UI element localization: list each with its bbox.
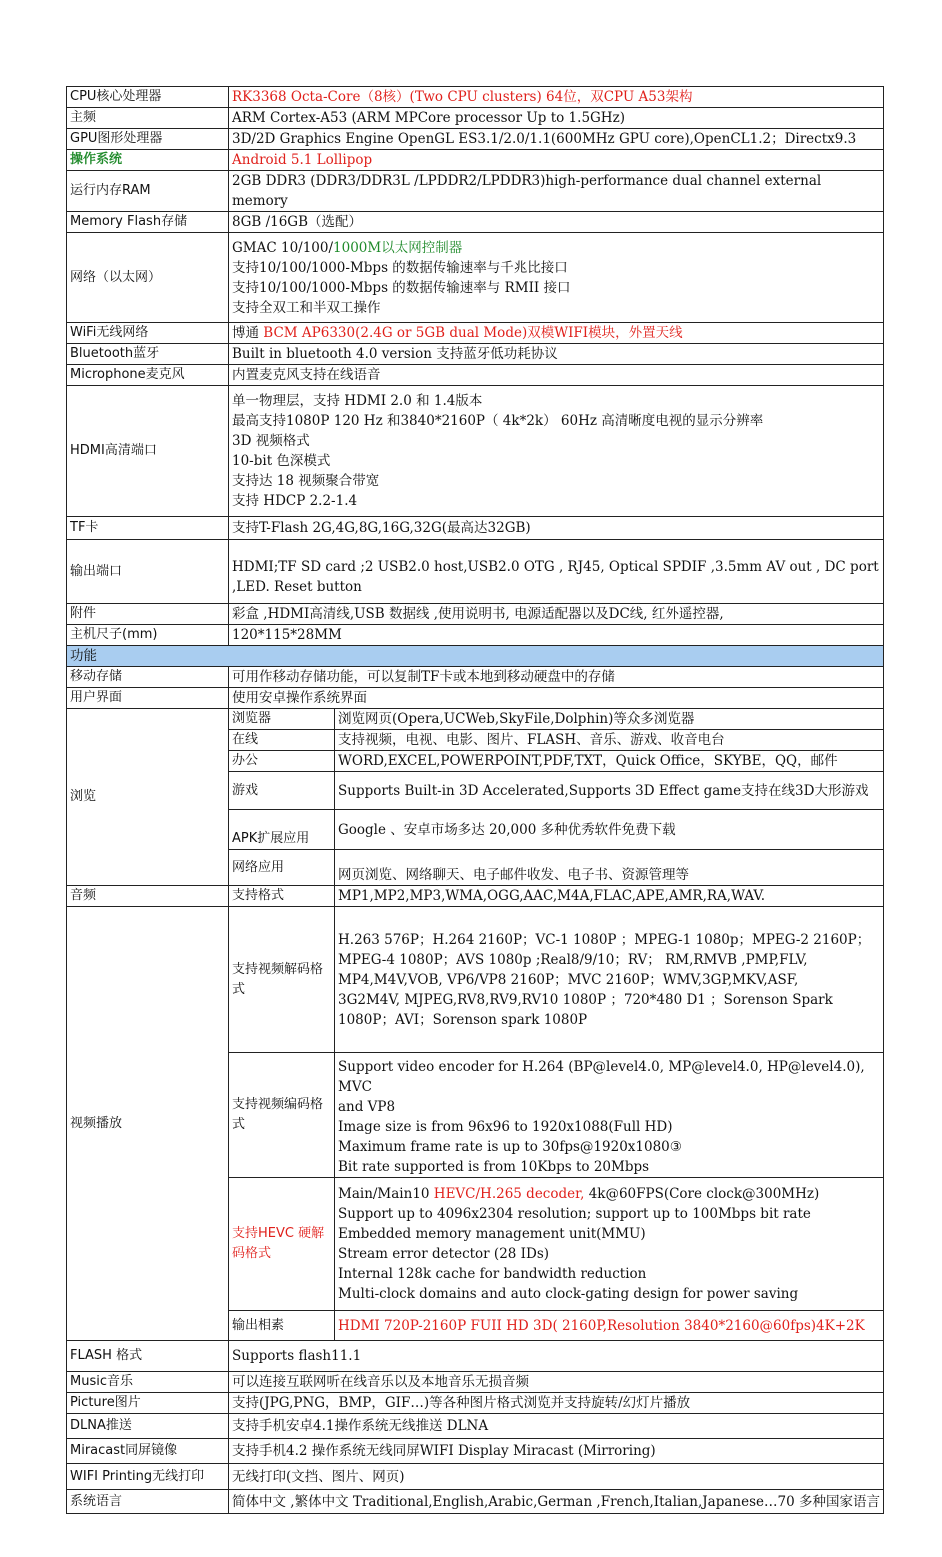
label-freq: 主频 — [67, 108, 229, 129]
label-network: 网络（以太网） — [67, 233, 229, 323]
network-line2: 支持10/100/1000-Mbps 的数据传输速率与千兆比接口 — [232, 259, 568, 276]
hevc-line: Multi-clock domains and auto clock-gating design for power saving — [338, 1286, 799, 1302]
hevc-line1a: Main/Main10 — [338, 1186, 434, 1202]
value-flash: 8GB /16GB（选配） — [229, 212, 884, 233]
label-gpu: GPU图形处理器 — [67, 129, 229, 150]
hdmi-line: 单一物理层，支持 HDMI 2.0 和 1.4版本 — [232, 393, 483, 409]
hevc-line: Stream error detector (28 IDs) — [338, 1246, 550, 1262]
row-accessory — [67, 604, 884, 625]
network-line3: 支持10/100/1000-Mbps 的数据传输速率与 RMII 接口 — [232, 279, 571, 296]
sub-online: 在线 — [229, 730, 335, 751]
row-picture — [67, 1393, 884, 1414]
label-os: 操作系统 — [67, 150, 229, 171]
encode-line: Image size is from 96x96 to 1920x1088(Full HD) — [338, 1119, 673, 1135]
decode-line: MPEG-4 1080P；AVS 1080p ;Real8/9/10；RV； RM,RMVB ,PMP,FLV, — [338, 951, 808, 968]
row-ui — [67, 688, 884, 709]
value-browser: 浏览网页(Opera,UCWeb,SkyFile,Dolphin)等众多浏览器 — [335, 709, 884, 730]
wifi-module: BCM AP6330(2.4G or 5GB dual Mode)双模WIFI模块，外置天线 — [263, 325, 683, 341]
hdmi-line: 支持 HDCP 2.2-1.4 — [232, 493, 358, 509]
sub-net: 网络应用 — [229, 850, 335, 886]
row-dlna — [67, 1414, 884, 1439]
hdmi-line: 最高支持1080P 120 Hz 和3840*2160P（ 4k*2k） 60Hz 高清晰度电视的显示分辨率 — [232, 413, 764, 429]
value-output — [229, 540, 884, 604]
row-output — [67, 540, 884, 604]
sub-video-output: 输出相素 — [229, 1311, 335, 1341]
encode-line: and VP8 — [338, 1099, 396, 1115]
value-office: WORD,EXCEL,POWERPOINT,PDF,TXT，Quick Office，SKYBE，QQ，邮件 — [335, 751, 884, 772]
value-size: 120*115*28MM — [229, 625, 884, 646]
label-size: 主机尺子(mm) — [67, 625, 229, 646]
value-ui: 使用安卓操作系统界面 — [229, 688, 884, 709]
decode-line: 3G2M4V, MJPEG,RV8,RV9,RV10 1080P ；720*480 D1 ；Sorenson Spark — [338, 991, 833, 1008]
value-picture: 支持(JPG,PNG，BMP，GIF…)等各种图片格式浏览并支持旋转/幻灯片播放 — [229, 1393, 884, 1414]
row-browse-browser — [67, 709, 884, 730]
sub-office: 办公 — [229, 751, 335, 772]
sub-encode: 支持视频编码格式 — [229, 1053, 335, 1178]
section-header — [67, 646, 884, 667]
decode-line: H.263 576P；H.264 2160P；VC-1 1080P ；MPEG-1 1080p；MPEG-2 2160P； — [338, 931, 871, 948]
row-cpu — [67, 87, 884, 108]
row-flash — [67, 212, 884, 233]
value-bt: Built in bluetooth 4.0 version 支持蓝牙低功耗协议 — [229, 344, 884, 365]
sub-decode: 支持视频解码格式 — [229, 907, 335, 1053]
value-storage: 可用作移动存储功能，可以复制TF卡或本地到移动硬盘中的存储 — [229, 667, 884, 688]
hevc-line: Support up to 4096x2304 resolution; support up to 100Mbps bit rate — [338, 1206, 811, 1222]
row-printing — [67, 1464, 884, 1490]
sub-apk: APK扩展应用 — [229, 810, 335, 850]
row-freq — [67, 108, 884, 129]
row-size — [67, 625, 884, 646]
value-freq: ARM Cortex-A53 (ARM MPCore processor Up to 1.5GHz) — [229, 108, 884, 129]
wifi-vendor: 博通 — [232, 325, 264, 341]
decode-line: 1080P；AVI；Sorenson spark 1080P — [338, 1011, 588, 1028]
hdmi-line: 3D 视频格式 — [232, 433, 310, 449]
row-music — [67, 1372, 884, 1393]
label-bt: Bluetooth蓝牙 — [67, 344, 229, 365]
value-os: Android 5.1 Lollipop — [229, 150, 884, 171]
label-picture: Picture图片 — [67, 1393, 229, 1414]
value-encode — [335, 1053, 884, 1178]
label-browse: 浏览 — [67, 709, 229, 886]
hevc-line1c: 4k@60FPS(Core clock@300MHz) — [588, 1186, 820, 1202]
encode-line: Support video encoder for H.264 (BP@level4.0, MP@level4.0, HP@level4.0), MVC — [338, 1059, 865, 1095]
row-hdmi — [67, 386, 884, 517]
label-cpu: CPU核心处理器 — [67, 87, 229, 108]
label-hdmi: HDMI高清端口 — [67, 386, 229, 517]
label-dlna: DLNA推送 — [67, 1414, 229, 1439]
value-gpu: 3D/2D Graphics Engine OpenGL ES3.1/2.0/1.1(600MHz GPU core),OpenCL1.2；Directx9.3 — [229, 129, 884, 150]
sub-hevc: 支持HEVC 硬解码格式 — [229, 1178, 335, 1311]
value-net: 网页浏览、网络聊天、电子邮件收发、电子书、资源管理等 — [335, 850, 884, 886]
hevc-line: Internal 128k cache for bandwidth reduction — [338, 1266, 647, 1282]
value-tf: 支持T-Flash 2G,4G,8G,16G,32G(最高达32GB) — [229, 517, 884, 540]
label-accessory: 附件 — [67, 604, 229, 625]
label-video: 视频播放 — [67, 907, 229, 1341]
encode-line: Maximum frame rate is up to 30fps@1920x1080③ — [338, 1139, 682, 1155]
value-language: 简体中文 ,繁体中文 Traditional,English,Arabic,German ,French,Italian,Japanese…70 多种国家语言 — [229, 1490, 884, 1514]
spec-table — [66, 86, 884, 1514]
network-line1b: 1000M以太网控制器 — [333, 239, 463, 256]
hdmi-line: 10-bit 色深模式 — [232, 453, 331, 469]
label-storage: 移动存储 — [67, 667, 229, 688]
row-tf — [67, 517, 884, 540]
row-audio — [67, 886, 884, 907]
value-online: 支持视频，电视、电影、图片、FLASH、音乐、游戏、收音电台 — [335, 730, 884, 751]
label-music: Music音乐 — [67, 1372, 229, 1393]
row-network — [67, 233, 884, 323]
row-video-decode — [67, 907, 884, 1053]
row-gpu — [67, 129, 884, 150]
decode-line: MP4,M4V,VOB, VP6/VP8 2160P；MVC 2160P；WMV,3GP,MKV,ASF, — [338, 971, 799, 988]
value-mic: 内置麦克风支持在线语音 — [229, 365, 884, 386]
row-storage — [67, 667, 884, 688]
value-audio: MP1,MP2,MP3,WMA,OGG,AAC,M4A,FLAC,APE,AMR,RA,WAV. — [335, 886, 884, 907]
value-music: 可以连接互联网听在线音乐以及本地音乐无损音频 — [229, 1372, 884, 1393]
value-decode — [335, 907, 884, 1053]
label-miracast: Miracast同屏镜像 — [67, 1439, 229, 1464]
label-flash: Memory Flash存储 — [67, 212, 229, 233]
value-dlna: 支持手机安卓4.1操作系统无线推送 DLNA — [229, 1414, 884, 1439]
label-tf: TF卡 — [67, 517, 229, 540]
label-wifi: WiFi无线网络 — [67, 323, 229, 344]
output-line2: ,LED. Reset button — [232, 578, 362, 595]
sub-browser: 浏览器 — [229, 709, 335, 730]
row-language — [67, 1490, 884, 1514]
label-printing: WIFI Printing无线打印 — [67, 1464, 229, 1490]
value-accessory: 彩盒 ,HDMI高清线,USB 数据线 ,使用说明书, 电源适配器以及DC线, 红外遥控器, — [229, 604, 884, 625]
value-flash-format: Supports flash11.1 — [229, 1341, 884, 1372]
encode-line: Bit rate supported is from 10Kbps to 20Mbps — [338, 1159, 650, 1175]
value-video-output: HDMI 720P-2160P FUII HD 3D( 2160P,Resolution 3840*2160@60fps)4K+2K — [335, 1311, 884, 1341]
hdmi-line: 支持达 18 视频聚合带宽 — [232, 473, 380, 489]
row-ram — [67, 171, 884, 212]
value-cpu: RK3368 Octa-Core（8核）(Two CPU clusters) 64位，双CPU A53架构 — [229, 87, 884, 108]
value-ram: 2GB DDR3 (DDR3/DDR3L /LPDDR2/LPDDR3)high-performance dual channel external memory — [229, 171, 884, 212]
value-network — [229, 233, 884, 323]
value-hevc — [335, 1178, 884, 1311]
network-line1a: GMAC 10/100/ — [232, 239, 334, 256]
row-flash-format — [67, 1341, 884, 1372]
row-os — [67, 150, 884, 171]
value-hdmi — [229, 386, 884, 517]
value-wifi — [229, 323, 884, 344]
row-bt — [67, 344, 884, 365]
sub-audio: 支持格式 — [229, 886, 335, 907]
row-miracast — [67, 1439, 884, 1464]
hevc-line: Embedded memory management unit(MMU) — [338, 1226, 646, 1242]
hevc-line1b: HEVC/H.265 decoder, — [433, 1186, 589, 1202]
label-mic: Microphone麦克风 — [67, 365, 229, 386]
value-game: Supports Built-in 3D Accelerated,Supports 3D Effect game支持在线3D大形游戏 — [335, 772, 884, 810]
label-flash-format: FLASH 格式 — [67, 1341, 229, 1372]
row-mic — [67, 365, 884, 386]
label-ram: 运行内存RAM — [67, 171, 229, 212]
row-wifi — [67, 323, 884, 344]
label-language: 系统语言 — [67, 1490, 229, 1514]
section-title: 功能 — [67, 646, 884, 667]
value-printing: 无线打印(文挡、图片、网页) — [229, 1464, 884, 1490]
network-line4: 支持全双工和半双工操作 — [232, 299, 381, 316]
output-line1: HDMI;TF SD card ;2 USB2.0 host,USB2.0 OTG , RJ45, Optical SPDIF ,3.5mm AV out , DC port — [232, 558, 879, 575]
label-audio: 音频 — [67, 886, 229, 907]
sub-game: 游戏 — [229, 772, 335, 810]
label-ui: 用户界面 — [67, 688, 229, 709]
label-output: 输出端口 — [67, 540, 229, 604]
value-miracast: 支持手机4.2 操作系统无线同屏WIFI Display Miracast (Mirroring) — [229, 1439, 884, 1464]
value-apk: Google 、安卓市场多达 20,000 多种优秀软件免费下载 — [335, 810, 884, 850]
